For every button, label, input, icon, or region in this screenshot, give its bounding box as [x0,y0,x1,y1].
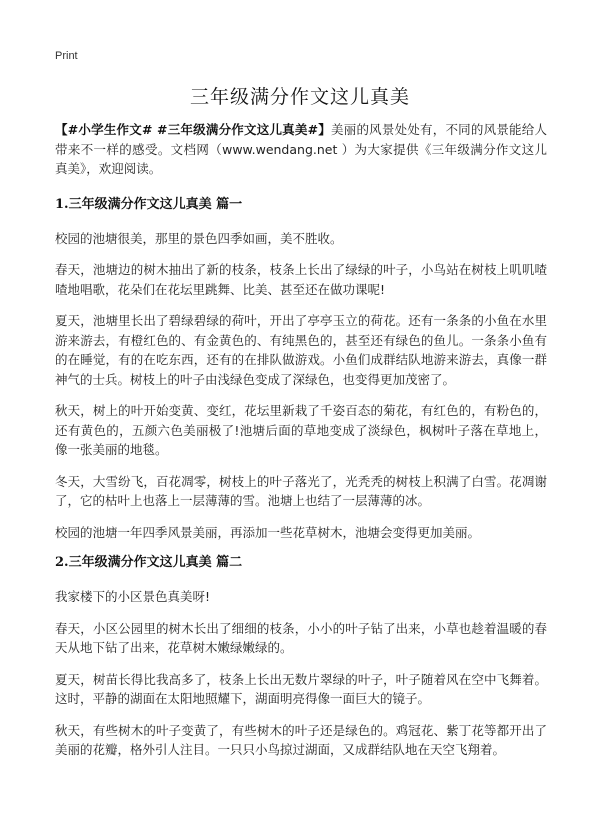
section-heading-2: 2.三年级满分作文这儿真美 篇二 [55,555,243,570]
section-1-paragraph: 春天，池塘边的树木抽出了新的枝条，枝条上长出了绿绿的叶子，小鸟站在树枝上叽叽喳喳地唱歌，花朵们在花坛里跳舞、比美、甚至还在做功课呢! [55,262,547,297]
section-1-paragraph: 校园的池塘很美，那里的景色四季如画，美不胜收。 [55,230,343,246]
intro-paragraph [55,120,547,179]
section-2-paragraph: 我家楼下的小区景色真美呀! [55,589,211,604]
section-1-paragraph: 秋天，树上的叶开始变黄、变红，花坛里新栽了千姿百态的菊花，有红色的，有粉色的，还有黄色的，五颜六色美丽极了!池塘后面的草地变成了淡绿色，枫树叶子落在草地上，像一张美丽的地毯。 [55,403,547,457]
section-2-paragraph: 夏天，树苗长得比我高多了，枝条上长出无数片翠绿的叶子，叶子随着风在空中飞舞着。这时，平静的湖面在太阳地照耀下，湖面明亮得像一面巨大的镜子。 [55,671,547,706]
section-2-paragraph: 春天，小区公园里的树木长出了细细的枝条，小小的叶子钻了出来，小草也趁着温暖的春天从地下钻了出来，花草树木嫩绿嫩绿的。 [55,620,547,655]
intro-text: 美丽的风景处处有，不同的风景能给人带来不一样的感受。文档网（www.wendang.net ）为大家提供《三年级满分作文这儿真美》，欢迎阅读。 [55,122,547,176]
article-body [55,120,547,772]
print-label: Print [55,50,78,62]
section-heading-1: 1.三年级满分作文这儿真美 篇一 [55,196,243,212]
section-1-paragraph: 校园的池塘一年四季风景美丽，再添加一些花草树木，池塘会变得更加美丽。 [55,524,481,540]
section-1-paragraph: 冬天，大雪纷飞，百花凋零，树枝上的叶子落光了，光秃秃的树枝上积满了白雪。花凋谢了，它的枯叶上也落上一层薄薄的雪。池塘上也结了一层薄薄的冰。 [55,473,547,508]
section-1-paragraph: 夏天，池塘里长出了碧绿碧绿的荷叶，开出了亭亭玉立的荷花。还有一条条的小鱼在水里游来游去，有橙红色的、有金黄色的、有纯黑色的，甚至还有绿色的鱼儿。一条条小鱼有的在睡觉，有的在吃东西，还有的在排队做游戏。小鱼们成群结队地游来游去，真像一群神气的士兵。树枝上的叶子由浅绿色变成了深绿色，也变得更加茂密了。 [55,313,547,387]
page-title: 三年级满分作文这儿真美 [189,86,410,108]
intro-tag: 【#小学生作文# #三年级满分作文这儿真美#】 [55,122,332,137]
section-2-paragraph: 秋天，有些树木的叶子变黄了，有些树木的叶子还是绿色的。鸡冠花、紫丁花等都开出了美丽的花瓣，格外引人注目。一只只小鸟掠过湖面，又成群结队地在天空飞翔着。 [55,722,547,757]
